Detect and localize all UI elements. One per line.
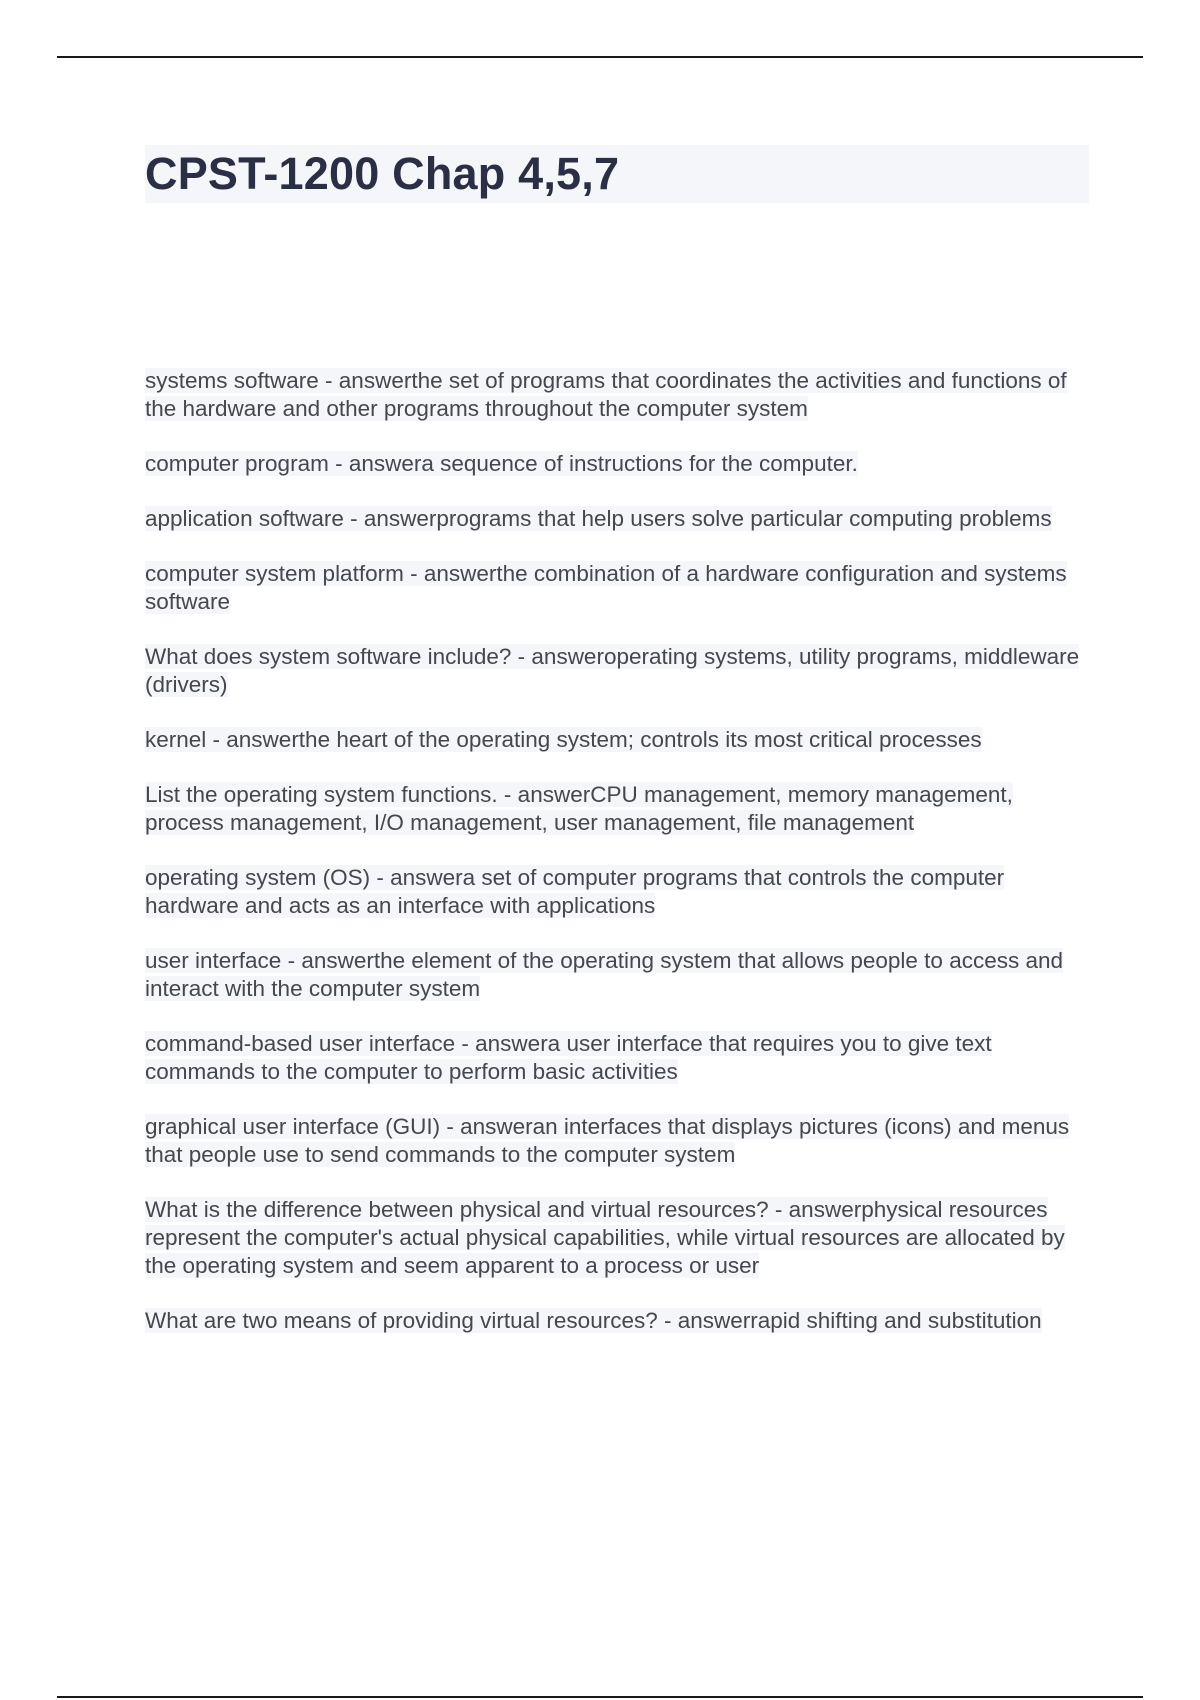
flashcard-entry (145, 864, 1095, 920)
flashcard-text: systems software - answerthe set of programs that coordinates the activities and functions of the hardware and other programs throughout the computer system (145, 368, 1067, 421)
flashcard-text: computer program - answera sequence of instructions for the computer. (145, 451, 858, 476)
flashcard-text: user interface - answerthe element of the operating system that allows people to access and interact with the computer system (145, 948, 1064, 1001)
flashcard-text: operating system (OS) - answera set of computer programs that controls the computer hardware and acts as an interface with applications (145, 865, 1005, 918)
top-divider (57, 56, 1143, 58)
flashcard-text: command-based user interface - answera user interface that requires you to give text commands to the computer to perform basic activities (145, 1031, 992, 1084)
flashcard-entry (145, 367, 1095, 423)
page-title: CPST-1200 Chap 4,5,7 (145, 148, 620, 199)
flashcard-text: graphical user interface (GUI) - answeran interfaces that displays pictures (icons) and menus that people use to send commands to the computer system (145, 1114, 1070, 1167)
flashcard-entry (145, 726, 1095, 754)
flashcard-entry (145, 1196, 1095, 1280)
flashcard-entry (145, 505, 1095, 533)
flashcard-text: What does system software include? - answeroperating systems, utility programs, middleware (drivers) (145, 644, 1080, 697)
flashcard-entry (145, 947, 1095, 1003)
flashcard-text: What is the difference between physical and virtual resources? - answerphysical resources represent the computer's actual physical capabilities, while virtual resources are allocated by the operating system and seem apparent to a process or user (145, 1197, 1065, 1278)
flashcard-entry (145, 781, 1095, 837)
flashcard-text: application software - answerprograms that help users solve particular computing problems (145, 506, 1052, 531)
flashcard-entry (145, 1307, 1095, 1335)
flashcard-entry (145, 1113, 1095, 1169)
flashcard-entry (145, 1030, 1095, 1086)
flashcard-text: List the operating system functions. - answerCPU management, memory management, process management, I/O management, user management, file management (145, 782, 1013, 835)
flashcard-list (145, 367, 1095, 1362)
bottom-divider (57, 1696, 1143, 1698)
flashcard-text: kernel - answerthe heart of the operating system; controls its most critical processes (145, 727, 982, 752)
flashcard-text: What are two means of providing virtual resources? - answerrapid shifting and substitution (145, 1308, 1042, 1333)
flashcard-entry (145, 450, 1095, 478)
flashcard-entry (145, 560, 1095, 616)
flashcard-text: computer system platform - answerthe combination of a hardware configuration and systems software (145, 561, 1067, 614)
flashcard-entry (145, 643, 1095, 699)
